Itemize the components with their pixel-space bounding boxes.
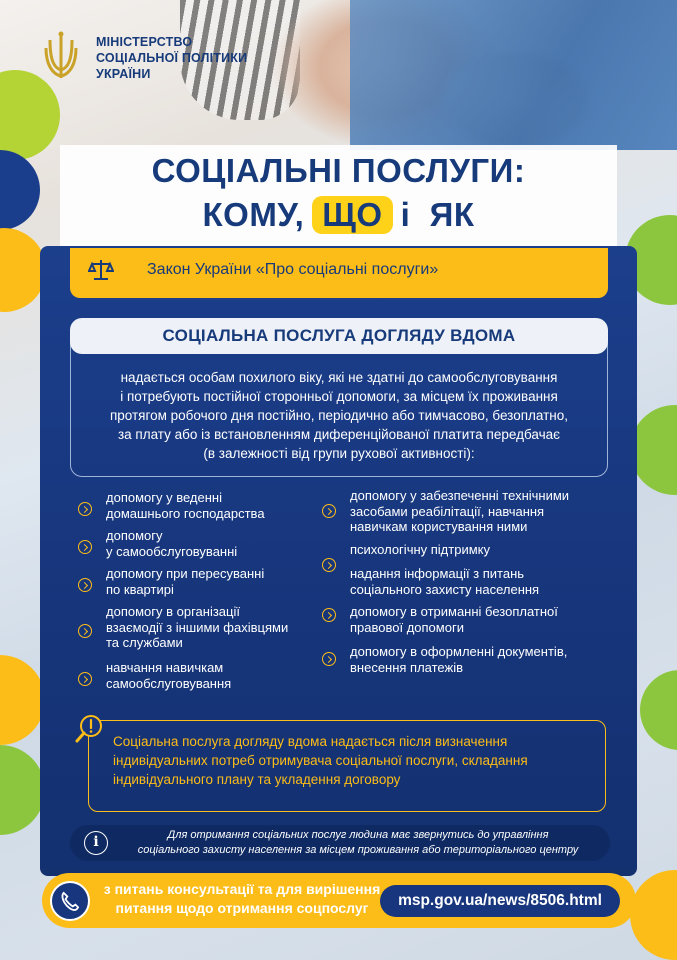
left-service-list bbox=[78, 490, 338, 690]
chevron-right-icon bbox=[322, 504, 336, 518]
chevron-right-icon bbox=[322, 608, 336, 622]
item-line: самообслуговування bbox=[106, 675, 232, 691]
note-line: індивідуальних потреб отримувача соціальної послуги, складання bbox=[113, 753, 528, 768]
description-line: протягом робочого дня постійно, періодично або тимчасово, безоплатно, bbox=[109, 408, 569, 423]
chevron-right-icon bbox=[78, 540, 92, 554]
description-line: і потребують постійної сторонньої допомоги, за місцем їх проживання bbox=[120, 389, 558, 404]
item-line: внесення платежів bbox=[350, 659, 464, 675]
item-line: допомогу у веденні bbox=[106, 490, 222, 505]
contact-line: питання щодо отримання соцпослуг bbox=[115, 900, 369, 916]
service-heading: СОЦІАЛЬНА ПОСЛУГА ДОГЛЯДУ ВДОМА bbox=[70, 318, 608, 354]
item-line: у самообслуговуванні bbox=[106, 543, 238, 559]
page-title-line2 bbox=[0, 196, 677, 234]
trident-icon bbox=[40, 30, 82, 82]
item-line: психологічну підтримку bbox=[350, 542, 490, 557]
title-word: КОМУ, bbox=[202, 196, 305, 233]
item-line: домашнього господарства bbox=[106, 505, 265, 521]
chevron-right-icon bbox=[78, 672, 92, 686]
note-text bbox=[113, 732, 599, 789]
photo-blue-sleeve bbox=[350, 0, 677, 150]
chevron-right-icon bbox=[78, 624, 92, 638]
item-line: допомогу при пересуванні bbox=[106, 566, 265, 581]
scales-icon bbox=[88, 257, 114, 283]
item-line: навичкам користування ними bbox=[350, 519, 528, 534]
chevron-right-icon bbox=[322, 652, 336, 666]
title-word: ЯК bbox=[429, 196, 475, 233]
item-line: навчання навичкам bbox=[106, 660, 224, 675]
chevron-right-icon bbox=[322, 558, 336, 572]
info-text bbox=[118, 828, 598, 858]
page-title-line1: СОЦІАЛЬНІ ПОСЛУГИ: bbox=[151, 152, 526, 189]
title-highlight: ЩО bbox=[312, 196, 392, 234]
ministry-line: УКРАЇНИ bbox=[96, 67, 151, 81]
chevron-right-icon bbox=[78, 578, 92, 592]
info-icon: i bbox=[84, 831, 108, 855]
description-line: за плату або із встановленням диференційованої платита передбачає bbox=[117, 427, 561, 442]
item-line: допомогу в оформленні документів, bbox=[350, 644, 568, 659]
law-title: Закон України «Про соціальні послуги» bbox=[147, 261, 439, 278]
note-line: індивідуального плану та укладення договору bbox=[113, 772, 401, 787]
item-line: по квартирі bbox=[106, 581, 174, 597]
item-line: та службами bbox=[106, 635, 183, 650]
description-line: надається особам похилого віку, які не здатні до самообслуговування bbox=[120, 370, 558, 385]
info-line: соціального захисту населення за місцем проживання або територіального центру bbox=[137, 844, 579, 856]
item-line: надання інформації з питань bbox=[350, 566, 525, 581]
note-line: Соціальна послуга догляду вдома надається після визначення bbox=[113, 734, 508, 749]
title-word: і bbox=[400, 196, 411, 233]
item-line: соціального захисту населення bbox=[350, 581, 540, 597]
ministry-name bbox=[96, 34, 247, 82]
phone-icon bbox=[50, 881, 90, 921]
ministry-line: МІНІСТЕРСТВО bbox=[96, 35, 193, 49]
chevron-right-icon bbox=[78, 502, 92, 516]
right-service-list bbox=[322, 488, 612, 688]
service-description bbox=[78, 368, 600, 463]
magnifier-alert-icon bbox=[74, 714, 104, 744]
item-line: правової допомоги bbox=[350, 619, 464, 635]
contact-line: з питань консультації та для вирішення bbox=[103, 881, 381, 897]
contact-text bbox=[92, 880, 392, 918]
ministry-line: СОЦІАЛЬНОЇ ПОЛІТИКИ bbox=[96, 51, 248, 65]
item-line: засобами реабілітації, навчання bbox=[350, 503, 545, 519]
info-line: Для отримання соціальних послуг людина має звернутись до управління bbox=[167, 829, 549, 841]
item-line: допомогу в організації bbox=[106, 604, 240, 619]
item-line: допомогу bbox=[106, 528, 163, 543]
item-line: взаємодії з іншими фахівцями bbox=[106, 619, 289, 635]
website-link[interactable]: msp.gov.ua/news/8506.html bbox=[380, 885, 620, 917]
description-line: (в залежності від групи рухової активності): bbox=[203, 446, 475, 461]
item-line: допомогу в отриманні безоплатної bbox=[350, 604, 558, 619]
item-line: допомогу у забезпеченні технічними bbox=[350, 488, 570, 503]
